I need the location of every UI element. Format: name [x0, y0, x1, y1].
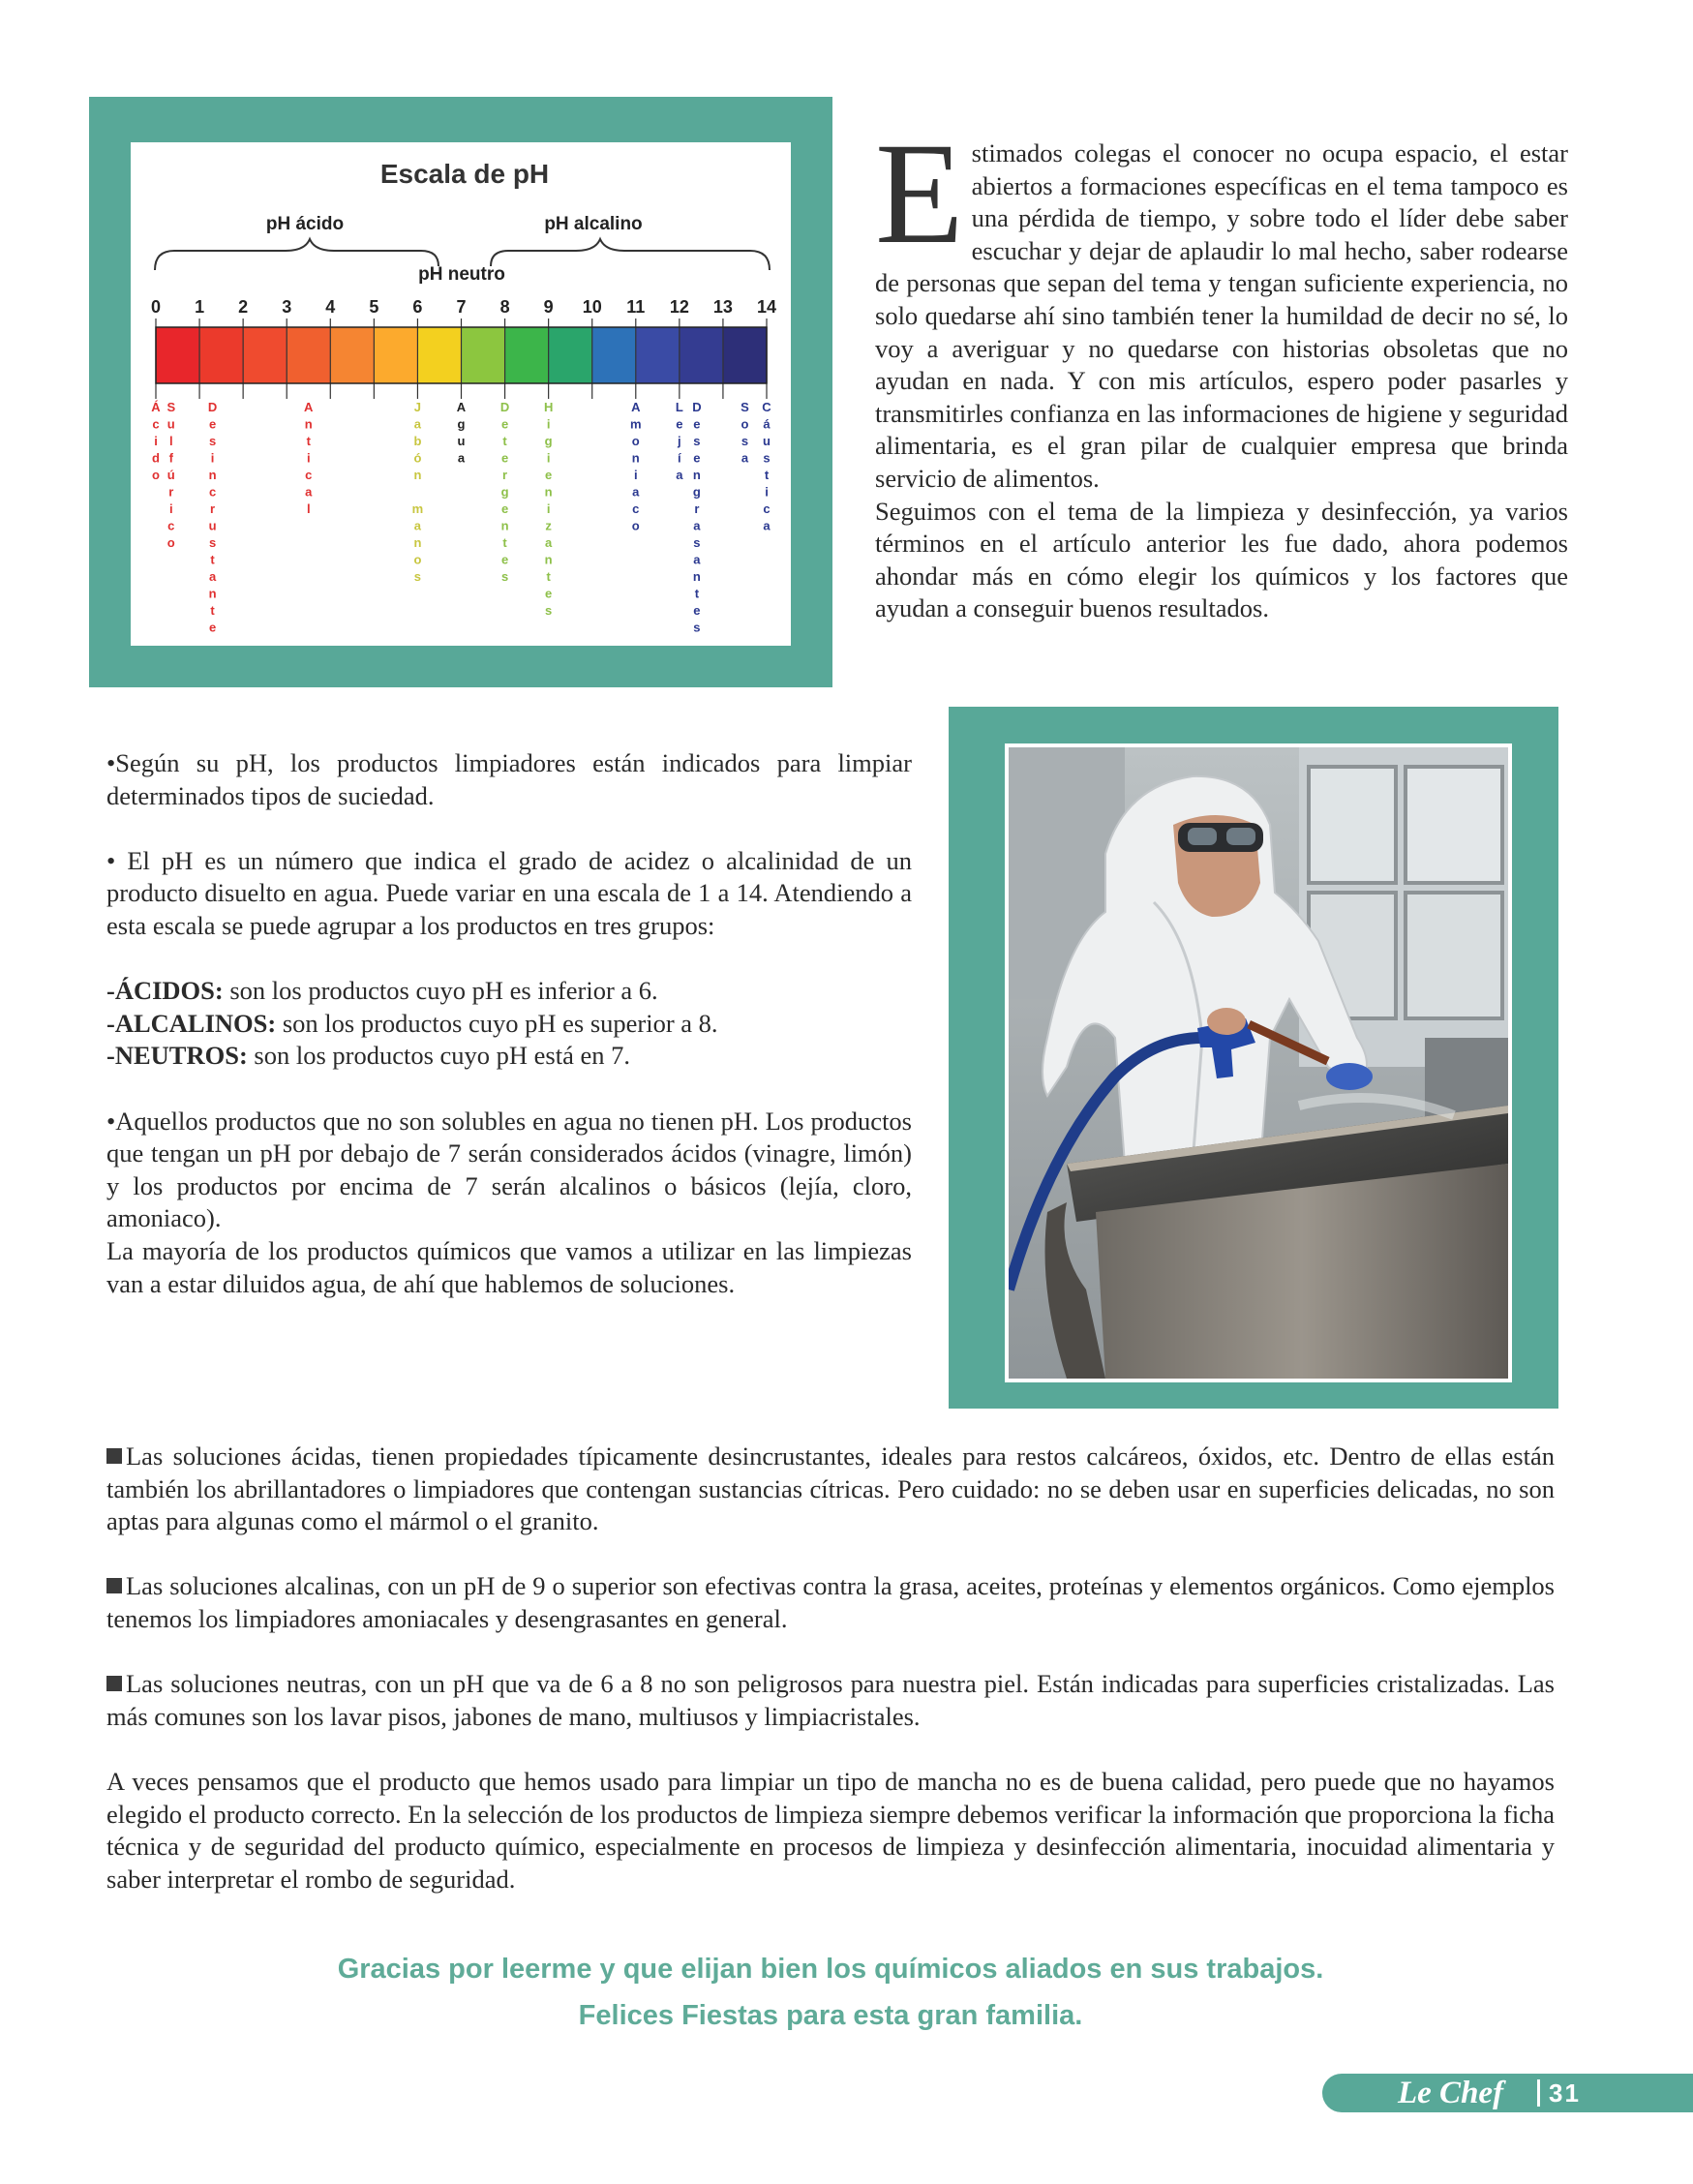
ph-band-segment-0: [156, 327, 200, 383]
bullet-acid-solutions: [106, 1441, 1555, 1538]
ph-scale-svg: [131, 142, 791, 646]
closing-message: [106, 1946, 1555, 2039]
def-acidos-term: -ÁCIDOS:: [106, 976, 224, 1006]
ph-acid-brace: [155, 239, 438, 270]
ph-band-segment-13: [723, 327, 768, 383]
ph-substance-label: J a b ó n m a n o s: [411, 400, 424, 584]
def-acidos-text: son los productos cuyo pH es inferior a 6.: [223, 976, 658, 1006]
ph-neutral-label: pH neutro: [418, 264, 505, 285]
ph-band-segment-5: [374, 327, 418, 383]
ph-acid-label: pH ácido: [265, 214, 345, 234]
mid-paragraph-3: •Aquellos productos que no son solubles en agua no tienen pH. Los productos que tengan un pH por debajo de 7 serán considerados ácidos (vinagre, limón) y los productos por encima de 7 serán alcalinos o básicos (lejía, cloro, amoniaco).: [106, 1106, 912, 1233]
ph-band-segment-10: [592, 327, 637, 383]
ph-substance-label: L e j í a: [675, 400, 683, 482]
ph-title: Escala de pH: [379, 159, 550, 189]
ph-tick-0: 0: [150, 297, 162, 317]
intro-column: [875, 113, 1568, 625]
ph-substance-label: C á u s t i c a: [762, 400, 771, 533]
ph-alkaline-brace: [491, 239, 770, 270]
closing-line-1: Gracias por leerme y que elijan bien los químicos aliados en sus trabajos.: [337, 1954, 1324, 1985]
ph-tick-11: 11: [626, 297, 646, 317]
ph-tick-5: 5: [369, 297, 379, 317]
ph-substance-label: A m o n i a c o: [630, 400, 642, 533]
mid-paragraph-4: La mayoría de los productos químicos que vamos a utilizar en las limpiezas van a estar diluidos agua, de ahí que hablemos de soluciones.: [106, 1235, 912, 1298]
middle-column: [106, 747, 912, 1300]
drop-cap: E: [875, 113, 964, 274]
ph-tick-8: 8: [499, 297, 510, 317]
ph-tick-12: 12: [669, 297, 689, 317]
square-bullet-icon: [106, 1448, 122, 1464]
cleaning-worker-photo: [1005, 743, 1512, 1382]
def-neutros: [106, 1040, 912, 1073]
ph-substance-label: D e t e r g e n t e s: [499, 400, 510, 584]
ph-band-segment-6: [417, 327, 462, 383]
bullet-acid-text: Las soluciones ácidas, tienen propiedades típicamente desincrustantes, ideales para restos calcáreos, óxidos, etc. Dentro de ellas están también los abrillantadores o limpiadores que contengan sustancias cítricas. Pero cuidado: no se deben usar en superficies delicadas, no son aptas para algunas como el mármol o el granito.: [106, 1441, 1555, 1536]
ph-band-segment-12: [680, 327, 724, 383]
ph-tick-10: 10: [582, 297, 602, 317]
intro-paragraph-1: [875, 113, 1568, 496]
ph-band-segment-11: [636, 327, 680, 383]
ph-band-segment-1: [199, 327, 244, 383]
ph-substance-label: D e s e n g r a s a n t e s: [692, 400, 702, 635]
ph-band-segment-7: [462, 327, 506, 383]
ph-substance-label: Á c i d o: [151, 400, 161, 482]
def-neutros-text: son los productos cuyo pH está en 7.: [247, 1041, 631, 1071]
intro-paragraph-1-text: stimados colegas el conocer no ocupa espacio, el estar abiertos a formaciones específicas en el tema tampoco es una pérdida de tiempo, y sobre todo el líder debe saber escuchar y dejar de aplaudir lo mal hecho, saber rodearse de personas que sepan del tema y tengan suficiente experiencia, no solo quedarse ahí sino también tener la humildad de decir no sé, lo voy a averiguar y no quedarse con historias obsoletas que no ayudan en nada. Y con mis artículos, espero poder pasarles y transmitirles confianza en las informaciones de higiene y seguridad alimentaria, es el gran pilar de cualquier empresa que brinda servicio de alimentos.: [875, 138, 1568, 493]
ph-tick-3: 3: [282, 297, 292, 317]
ph-figure-frame: [89, 97, 832, 687]
ph-tick-9: 9: [543, 297, 554, 317]
footer-divider: [1537, 2079, 1540, 2107]
ph-substance-label: H i g i e n i z a n t e s: [543, 400, 554, 618]
ph-substance-label: D e s i n c r u s t a n t e: [207, 400, 218, 635]
mid-paragraph-1: •Según su pH, los productos limpiadores están indicados para limpiar determinados tipos de suciedad.: [106, 748, 912, 810]
bullet-neutral-text: Las soluciones neutras, con un pH que va de 6 a 8 no son peligrosos para nuestra piel. Están indicadas para superficies cristalizadas. Las más comunes son los lavar pisos, jabones de mano, multiusos y limpiacristales.: [106, 1669, 1555, 1731]
ph-substance-label: A n t i c a l: [304, 400, 314, 516]
ph-substance-label: S o s a: [741, 400, 749, 466]
magazine-brand: Le Chef: [1398, 2076, 1504, 2110]
closing-line-2: Felices Fiestas para esta gran familia.: [578, 2000, 1083, 2031]
page-number: 31: [1549, 2078, 1581, 2108]
final-paragraph: A veces pensamos que el producto que hemos usado para limpiar un tipo de mancha no es de buena calidad, pero puede que no hayamos elegido el producto correcto. En la selección de los productos de limpieza siempre debemos verificar la información que proporciona la ficha técnica y de seguridad del producto químico, especialmente en procesos de limpieza y desinfección alimentaria, inocuidad alimentaria y saber interpretar el rombo de seguridad.: [106, 1766, 1555, 1894]
worker-illustration: [1009, 747, 1508, 1379]
def-alcalinos-term: -ALCALINOS:: [106, 1008, 277, 1038]
ph-band-segment-9: [549, 327, 593, 383]
bullet-alkaline-text: Las soluciones alcalinas, con un pH de 9 o superior son efectivas contra la grasa, aceites, proteínas y elementos orgánicos. Como ejemplos tenemos los limpiadores amoniacales y desengrasantes en general.: [106, 1571, 1555, 1633]
ph-band-segment-2: [243, 327, 287, 383]
ph-band-segment-4: [330, 327, 375, 383]
bullet-neutral-solutions: [106, 1668, 1555, 1733]
intro-paragraph-2: Seguimos con el tema de la limpieza y desinfección, ya varios términos en el artículo anterior les fue dado, ahora podemos ahondar más en cómo elegir los químicos y los factores que ayudan a conseguir buenos resultados.: [875, 496, 1568, 623]
ph-tick-4: 4: [325, 297, 336, 317]
mid-paragraph-2: • El pH es un número que indica el grado de acidez o alcalinidad de un producto disuelto en agua. Puede variar en una escala de 1 a 14. Atendiendo a esta escala se puede agrupar a los productos en tres grupos:: [106, 845, 912, 940]
square-bullet-icon: [106, 1676, 122, 1691]
ph-alkaline-label: pH alcalino: [544, 214, 643, 234]
ph-band-segment-3: [287, 327, 331, 383]
def-acidos: [106, 975, 912, 1008]
ph-tick-1: 1: [195, 297, 205, 317]
ph-tick-13: 13: [712, 297, 733, 317]
ph-substance-label: S u l f ú r i c o: [166, 400, 176, 550]
ph-tick-2: 2: [238, 297, 249, 317]
ph-tick-14: 14: [756, 297, 777, 317]
square-bullet-icon: [106, 1578, 122, 1593]
def-alcalinos-text: son los productos cuyo pH es superior a 8.: [276, 1008, 718, 1038]
ph-scale-chart: [131, 142, 791, 646]
ph-tick-6: 6: [412, 297, 423, 317]
ph-substance-label: A g u a: [456, 400, 467, 466]
def-alcalinos: [106, 1008, 912, 1041]
ph-band-segment-8: [505, 327, 550, 383]
page-footer: [1322, 2074, 1693, 2112]
photo-frame: [949, 707, 1558, 1409]
bullet-alkaline-solutions: [106, 1570, 1555, 1635]
def-neutros-term: -NEUTROS:: [106, 1041, 248, 1071]
bottom-section: [106, 1441, 1555, 1896]
ph-tick-7: 7: [456, 297, 467, 317]
